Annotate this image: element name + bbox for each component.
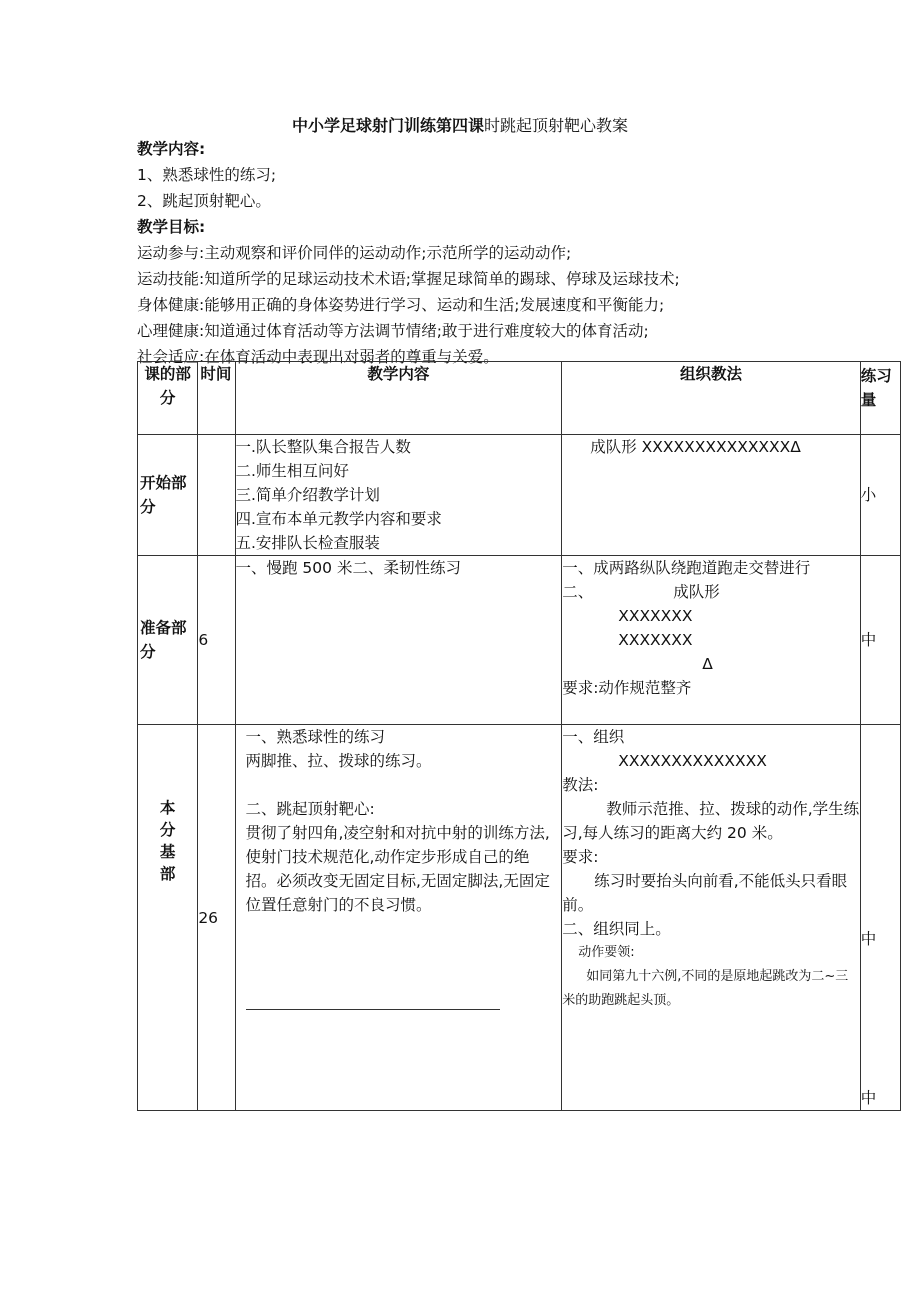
title-rest: 时跳起顶射靶心教案: [484, 116, 629, 135]
part-cell: [138, 725, 198, 1111]
spacer: [246, 773, 552, 797]
content-heading: 教学内容:: [137, 140, 206, 158]
method-paragraph: 教师示范推、拉、拨球的动作,学生练习,每人练习的距离大约 20 米。: [562, 800, 860, 842]
time-cell: 26: [198, 725, 235, 1111]
part-cell: 准备部分: [138, 556, 198, 725]
method-line: 一、组织: [562, 728, 625, 746]
header-content: 教学内容: [235, 362, 562, 435]
content-line: 二、跳起顶射靶心:: [245, 800, 375, 818]
content-item: 2、跳起顶射靶心。: [137, 192, 271, 210]
table-row: [138, 435, 901, 556]
intro-block: [137, 136, 680, 370]
content-line: 五.安排队长检查服装: [235, 534, 380, 552]
goal-item: 心理健康:知道通过体育活动等方法调节情绪;敢于进行难度较大的体育活动;: [137, 322, 649, 340]
method-line: 成队形: [673, 583, 720, 601]
method-line: 成队形 XXXXXXXXXXXXXXΔ: [590, 438, 801, 456]
load-cell: 中: [860, 556, 900, 725]
time-cell: 6: [198, 556, 235, 725]
content-line: 一.队长整队集合报告人数: [235, 438, 411, 456]
load-cell: [860, 725, 900, 1111]
method-paragraph: 练习时要抬头向前看,不能低头只看眼前。: [562, 872, 848, 914]
method-line: 教法:: [562, 776, 599, 794]
goal-item: 身体健康:能够用正确的身体姿势进行学习、运动和生活;发展速度和平衡能力;: [137, 296, 665, 314]
header-method: 组织教法: [562, 362, 861, 435]
content-line: 两脚推、拉、拨球的练习。: [245, 752, 432, 770]
goals-heading: 教学目标:: [137, 218, 206, 236]
content-line: 二.师生相互问好: [235, 462, 349, 480]
method-line: [562, 580, 860, 604]
goal-item: 运动技能:知道所学的足球运动技术术语;掌握足球简单的踢球、停球及运球技术;: [137, 270, 680, 288]
header-part: 课的部分: [138, 362, 198, 435]
method-cell: [562, 725, 861, 1111]
title-bold: 中小学足球射门训练第四课: [291, 116, 484, 135]
table-row: [138, 556, 901, 725]
formation-row: XXXXXXXXXXXXXX: [618, 752, 767, 770]
content-item: 1、熟悉球性的练习;: [137, 166, 277, 184]
document-title: [0, 113, 920, 136]
load-value: 中: [860, 930, 877, 948]
time-cell: [198, 435, 235, 556]
method-line: 要求:动作规范整齐: [562, 679, 692, 697]
goal-item: 运动参与:主动观察和评价同伴的运动动作;示范所学的运动动作;: [137, 244, 572, 262]
part-vertical-label: 本分基部: [159, 799, 176, 883]
method-cell: [562, 556, 861, 725]
content-line: 三.简单介绍教学计划: [235, 486, 380, 504]
teacher-marker: Δ: [702, 655, 713, 673]
load-cell: 小: [860, 435, 900, 556]
content-cell: [235, 725, 562, 1111]
formation-row: XXXXXXX: [618, 631, 693, 649]
method-cell: [562, 435, 861, 556]
table-row: [138, 725, 901, 1111]
header-time: 时间: [198, 362, 235, 435]
lesson-table: [137, 361, 901, 1111]
formation-row: XXXXXXX: [618, 607, 693, 625]
content-cell: [235, 435, 562, 556]
content-cell: [235, 556, 562, 725]
goal-item: 社会适应:在体育活动中表现出对弱者的尊重与关爱。: [137, 348, 499, 366]
underline-rule: [246, 1009, 500, 1010]
load-value: 中: [860, 1089, 877, 1107]
part-cell: 开始部分: [138, 435, 198, 556]
method-note-heading: 动作要领:: [578, 945, 635, 960]
content-line: 四.宣布本单元教学内容和要求: [235, 510, 442, 528]
header-load: 练习量: [860, 362, 900, 435]
table-header-row: [138, 362, 901, 435]
content-paragraph: 贯彻了射四角,凌空射和对抗中射的训练方法,使射门技术规范化,动作定步形成自己的绝招。必须改变无固定目标,无固定脚法,无固定位置任意射门的不良习惯。: [245, 824, 550, 914]
method-line: 二、: [562, 583, 594, 601]
method-line: 一、成两路纵队绕跑道跑走交替进行: [562, 559, 811, 577]
method-line: 要求:: [562, 848, 599, 866]
method-line: 二、组织同上。: [562, 920, 671, 938]
method-note: 如同第九十六例,不同的是原地起跳改为二~三米的助跑跳起头顶。: [562, 969, 849, 1008]
content-line: 一、熟悉球性的练习: [245, 728, 386, 746]
content-line: 一、慢跑 500 米二、柔韧性练习: [235, 559, 461, 577]
